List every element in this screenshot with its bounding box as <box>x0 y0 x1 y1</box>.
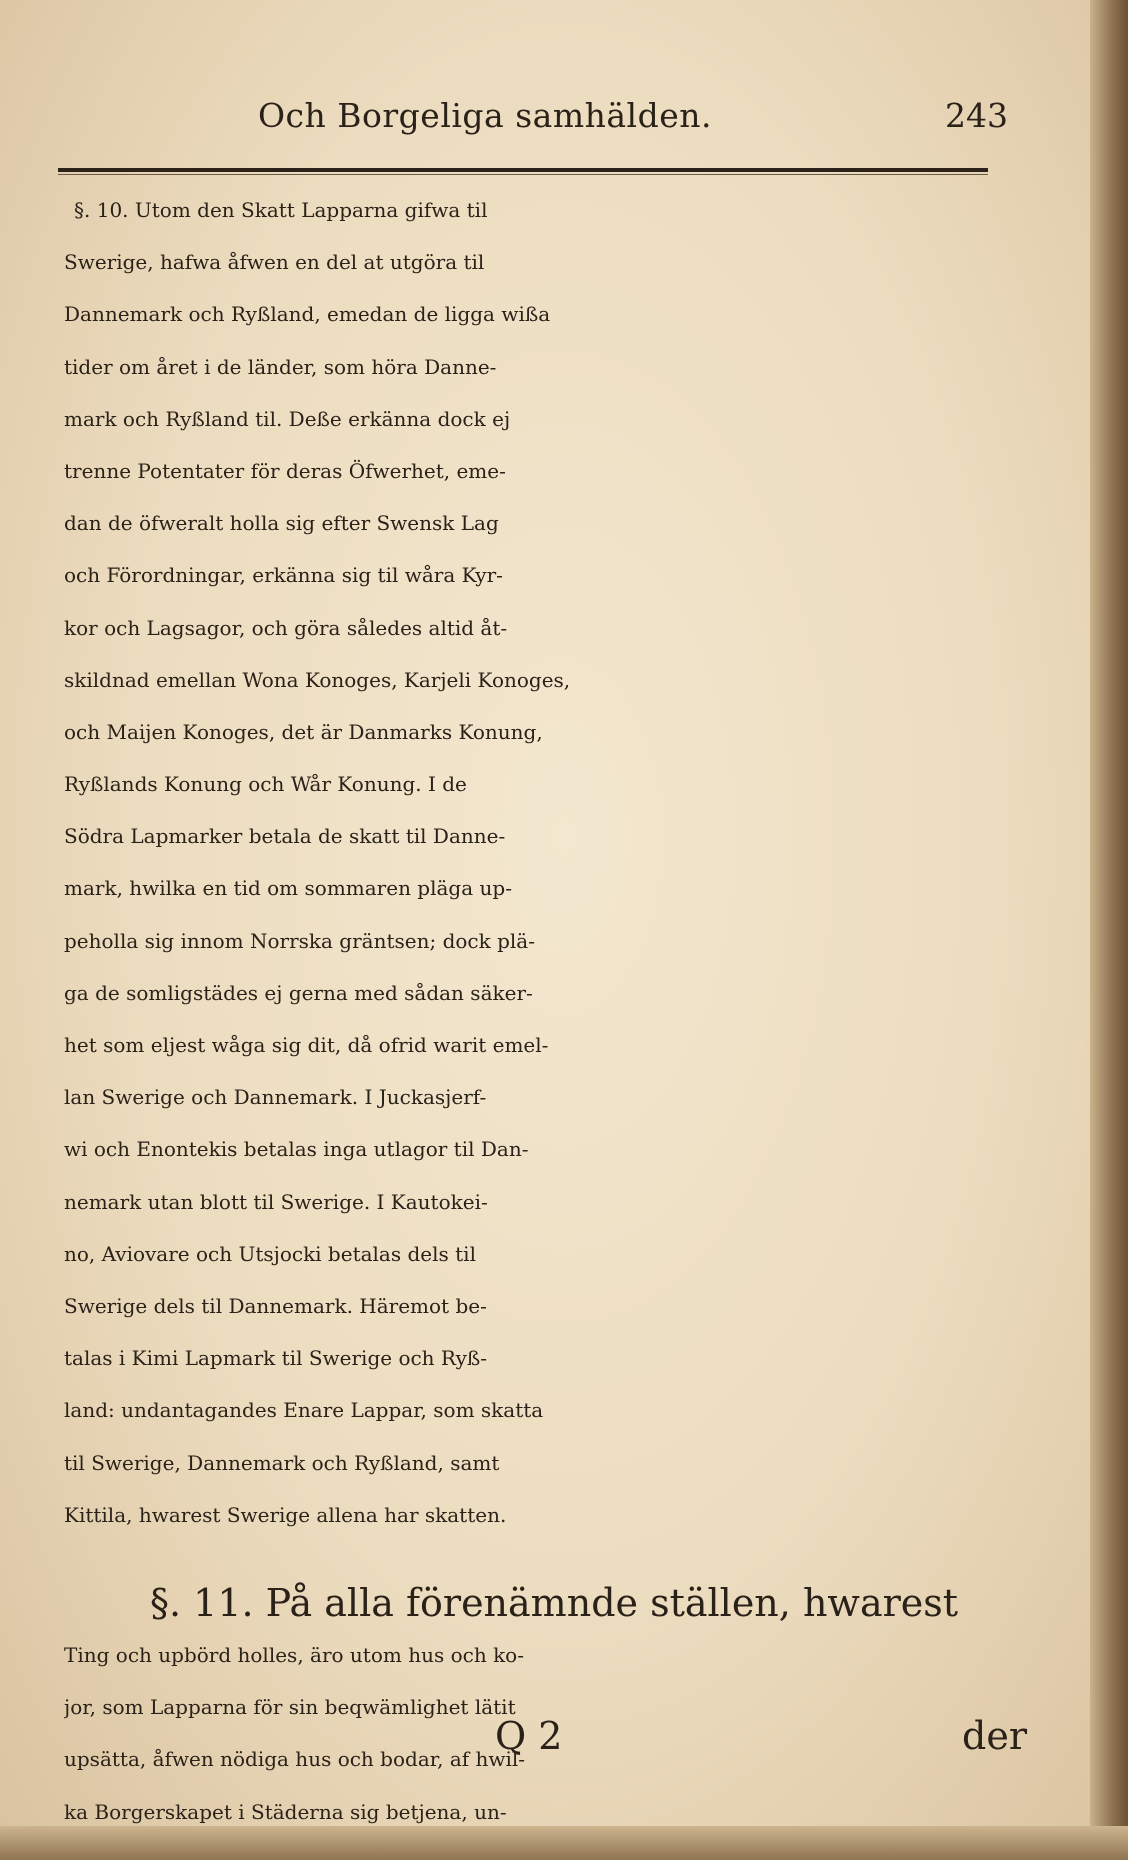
text-line: Swerige dels til Dannemark. Häremot be- <box>64 1293 487 1318</box>
text-line: Södra Lapmarker betala de skatt til Danne- <box>64 824 506 849</box>
text-line: ga de somligstädes ej gerna med sådan säker- <box>64 980 533 1005</box>
text-line: dan de öfweralt holla sig efter Swensk Lag <box>64 511 499 536</box>
text-line: och Maijen Konoges, det är Danmarks Konung, <box>64 719 543 744</box>
text-line: jor, som Lapparna för sin beqwämlighet lätit <box>64 1695 516 1720</box>
header-rule-thin <box>58 174 988 175</box>
text-line: land: undantagandes Enare Lappar, som skatta <box>64 1398 544 1423</box>
scan-edge-right <box>1090 0 1128 1860</box>
text-line: til Swerige, Dannemark och Ryßland, samt <box>64 1450 500 1475</box>
text-line: mark, hwilka en tid om sommaren pläga up- <box>64 876 512 901</box>
text-line: Swerige, hafwa åfwen en del at utgöra til <box>64 250 485 275</box>
text-line: §. 11. På alla förenämnde ställen, hwarest <box>150 1580 959 1625</box>
text-line: lan Swerige och Dannemark. I Juckasjerf- <box>64 1085 487 1110</box>
text-line: wi och Enontekis betalas inga utlagor til Dan- <box>64 1137 529 1162</box>
text-line: talas i Kimi Lapmark til Swerige och Ryß- <box>64 1346 488 1371</box>
text-line: het som eljest wåga sig dit, då ofrid warit emel- <box>64 1033 549 1057</box>
text-line: Ting och upbörd holles, äro utom hus och ko- <box>64 1643 524 1668</box>
page-number: 243 <box>945 96 1008 135</box>
text-line: skildnad emellan Wona Konoges, Karjeli Konoges, <box>64 667 571 692</box>
text-line: Kittila, hwarest Swerige allena har skatten. <box>64 1502 507 1527</box>
text-line: och Förordningar, erkänna sig til wåra Kyr- <box>64 563 503 588</box>
text-line: nemark utan blott til Swerige. I Kautokei- <box>64 1189 488 1214</box>
text-line: kor och Lagsagor, och göra således altid åt- <box>64 615 508 640</box>
text-line: ka Borgerskapet i Städerna sig betjena, un- <box>64 1799 507 1824</box>
text-line: Dannemark och Ryßland, emedan de ligga wißa <box>64 302 551 327</box>
text-line: Ryßlands Konung och Wår Konung. I de <box>64 772 467 797</box>
text-line: upsätta, åfwen nödiga hus och bodar, af hwil- <box>64 1747 526 1772</box>
text-line: peholla sig innom Norrska gräntsen; dock plä- <box>64 928 535 953</box>
paragraph-gap <box>64 1541 1024 1577</box>
catchword: der <box>962 1714 1027 1758</box>
body-text <box>64 184 1024 1838</box>
header-rule <box>58 168 988 172</box>
signature-mark: Q 2 <box>495 1714 563 1758</box>
text-line: tider om året i de länder, som höra Danne- <box>64 354 497 379</box>
text-line: trenne Potentater för deras Öfwerhet, eme- <box>64 458 506 483</box>
text-line: no, Aviovare och Utsjocki betalas dels til <box>64 1241 476 1266</box>
text-line: mark och Ryßland til. Deße erkänna dock ej <box>64 406 511 431</box>
text-line: §. 10. Utom den Skatt Lapparna gifwa til <box>74 198 488 222</box>
running-title: Och Borgeliga samhälden. <box>258 96 713 135</box>
page-header <box>258 96 1008 146</box>
